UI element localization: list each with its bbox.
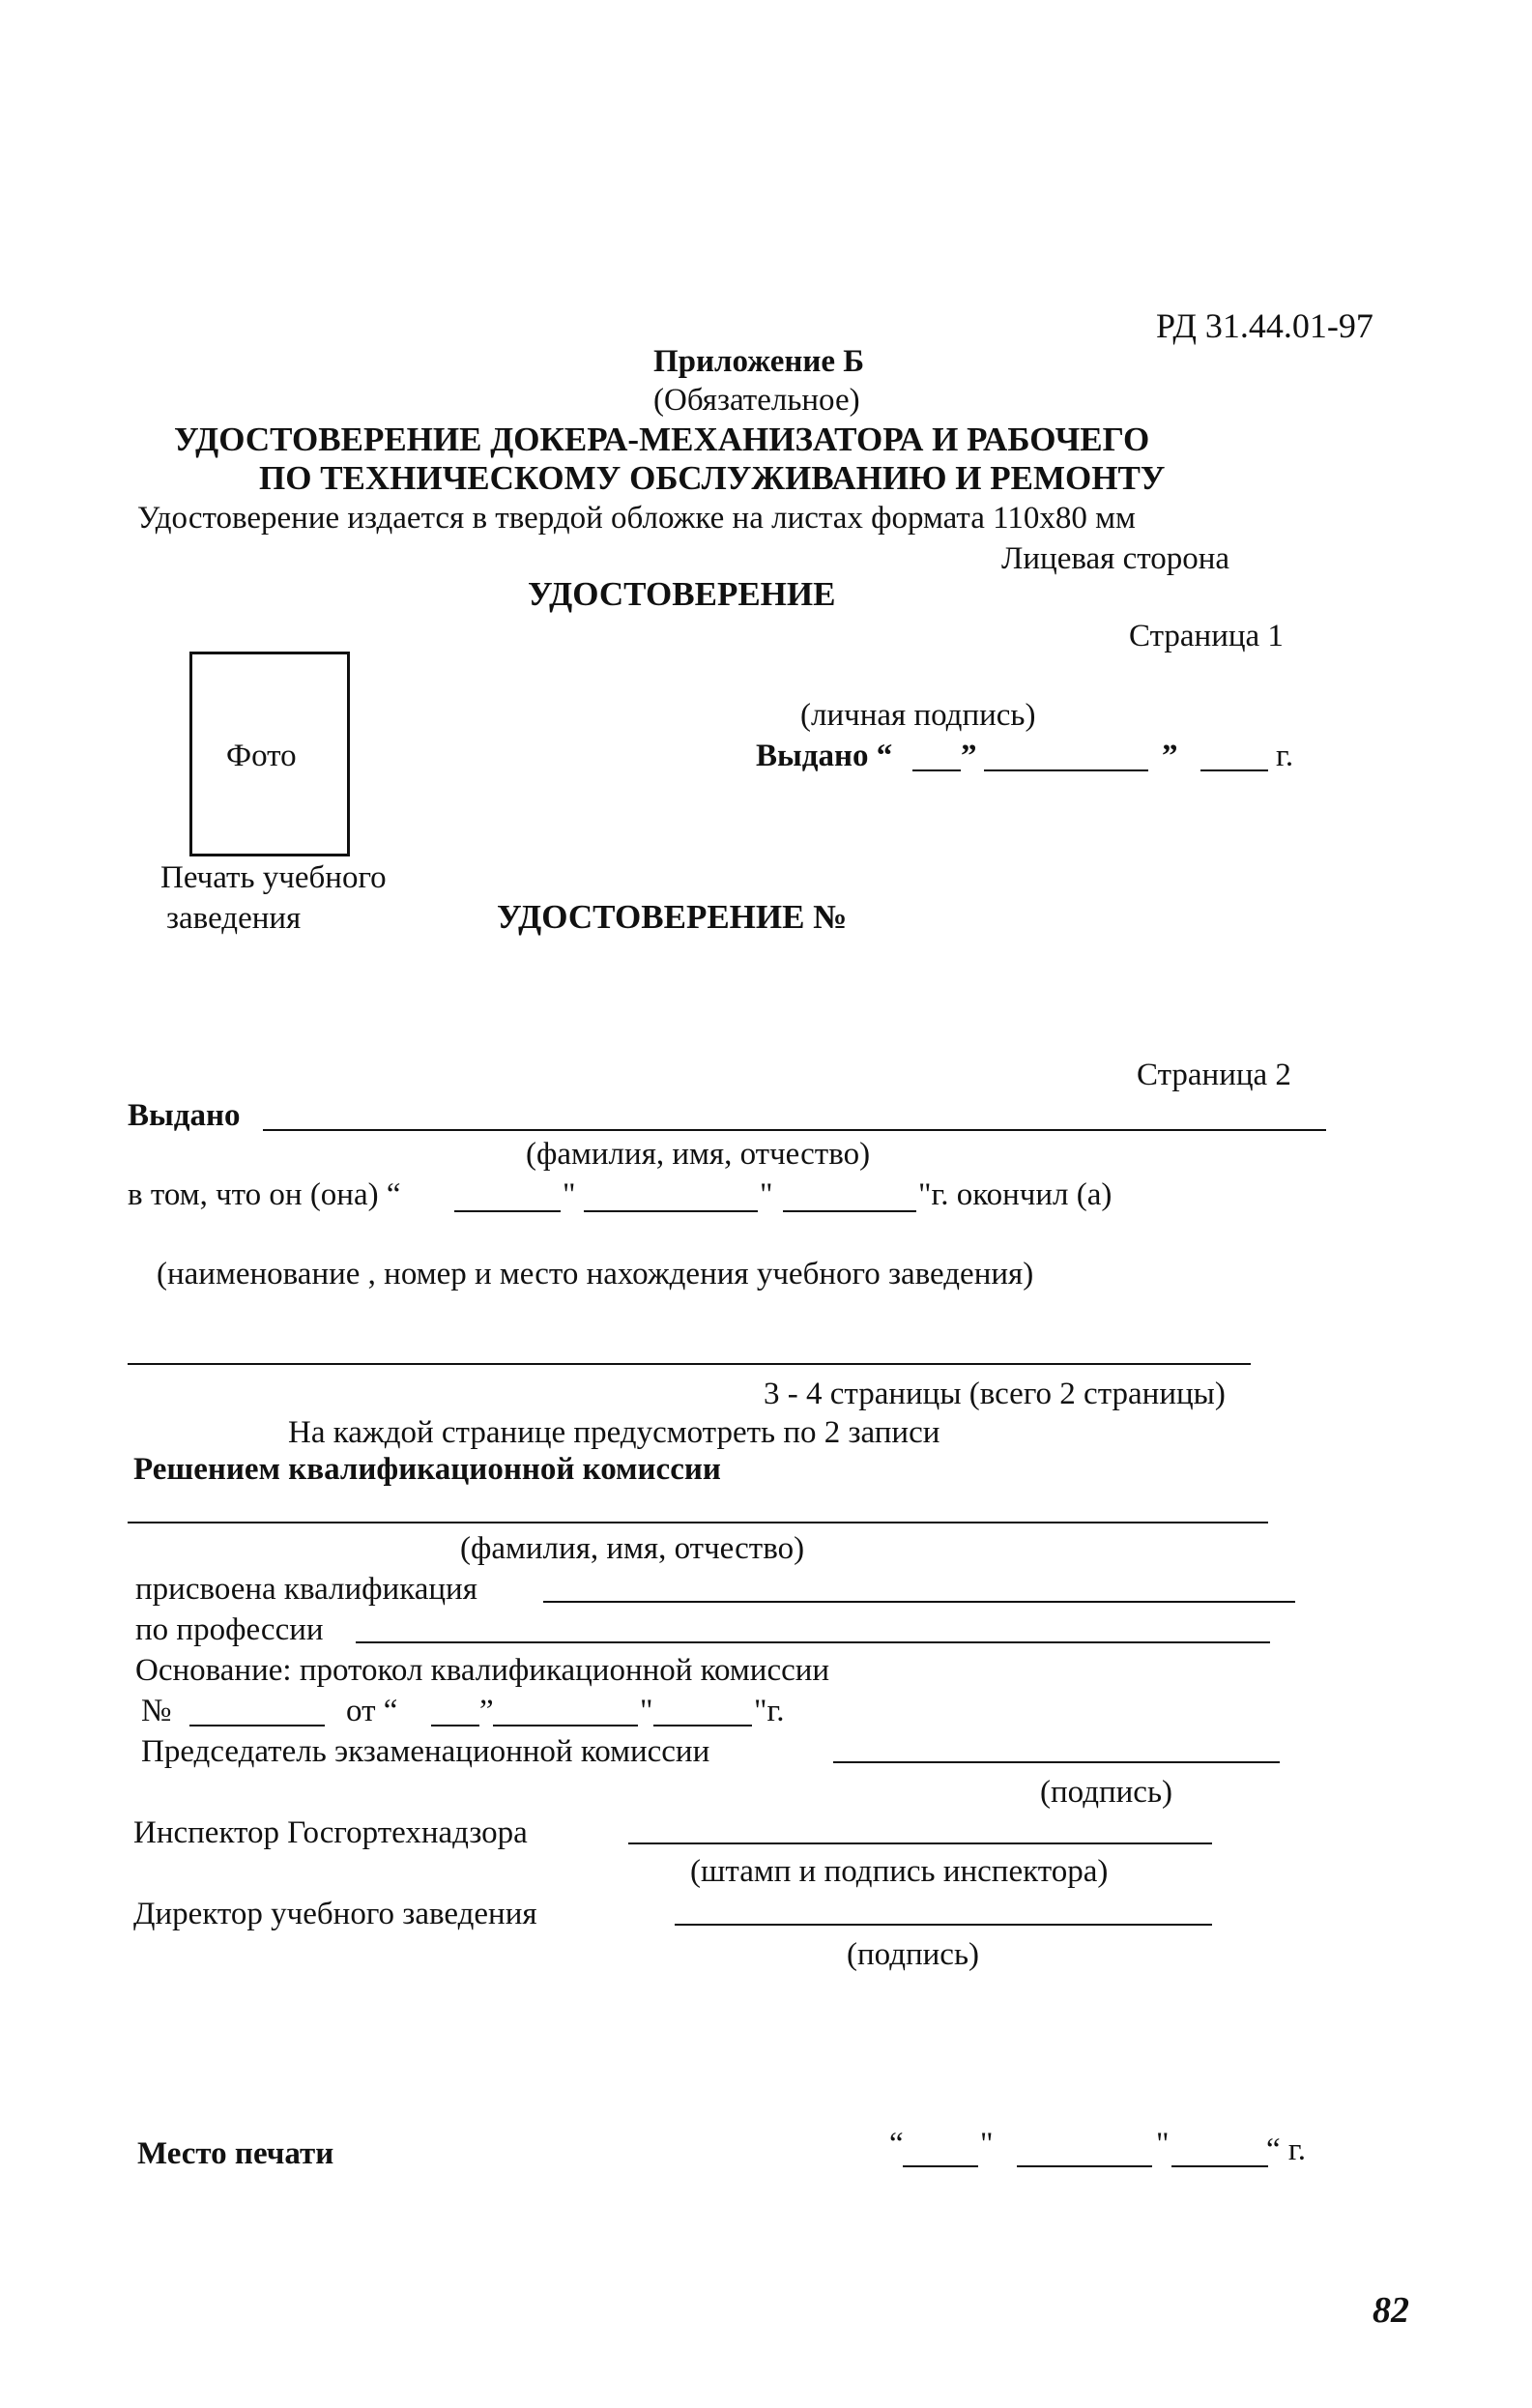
photo-label: Фото (226, 739, 297, 773)
personal-signature-caption: (личная подпись) (800, 698, 1036, 733)
records-note: На каждой странице предусмотреть по 2 записи (288, 1415, 940, 1450)
chairman-label: Председатель экзаменационной комиссии (141, 1734, 710, 1769)
document-code: РД 31.44.01-97 (1156, 306, 1373, 345)
page34-fio-caption: (фамилия, имя, отчество) (460, 1531, 805, 1566)
issued-date-prefix: Выдано “ (756, 739, 893, 773)
director-signature-caption: (подпись) (847, 1937, 979, 1972)
page-number: 82 (1373, 2290, 1409, 2331)
commission-decision: Решением квалификационной комиссии (133, 1452, 721, 1487)
page2-label: Страница 2 (1137, 1058, 1291, 1092)
page2-issued-label: Выдано (128, 1098, 241, 1133)
profession-field[interactable] (356, 1641, 1270, 1643)
qualification-label: присвоена квалификация (135, 1572, 477, 1607)
graduated-suffix: "г. окончил (а) (918, 1177, 1113, 1212)
school-caption: (наименование , номер и место нахождения учебного заведения) (157, 1257, 1034, 1291)
final-month-field[interactable] (1017, 2165, 1152, 2167)
protocol-basis: Основание: протокол квалификационной комиссии (135, 1653, 830, 1688)
director-label: Директор учебного заведения (133, 1897, 537, 1931)
director-signature-field[interactable] (675, 1924, 1212, 1926)
final-year-field[interactable] (1171, 2165, 1268, 2167)
certificate-title-line2: ПО ТЕХНИЧЕСКОМУ ОБСЛУЖИВАНИЮ И РЕМОНТУ (259, 459, 1166, 497)
issued-year-field[interactable] (1200, 769, 1268, 771)
front-side-label: Лицевая сторона (1001, 541, 1230, 576)
protocol-quote2: " (640, 1694, 653, 1728)
page34-label: 3 - 4 страницы (всего 2 страницы) (764, 1377, 1226, 1411)
final-date-quote3: " (1156, 2127, 1170, 2161)
appendix-label: Приложение Б (653, 344, 865, 379)
page1-heading: УДОСТОВЕРЕНИЕ (528, 575, 836, 613)
protocol-day-field[interactable] (431, 1725, 479, 1726)
school-field[interactable] (128, 1363, 1251, 1365)
profession-label: по профессии (135, 1612, 324, 1647)
page2-fio-caption: (фамилия, имя, отчество) (526, 1137, 871, 1172)
inspector-caption: (штамп и подпись инспектора) (690, 1854, 1109, 1889)
final-date-quote2: " (980, 2127, 994, 2161)
issued-day-field[interactable] (912, 769, 961, 771)
issued-year-suffix: г. (1276, 739, 1294, 773)
graduated-quote2: " (760, 1177, 773, 1212)
protocol-number-label: № (141, 1694, 172, 1728)
certificate-title-line1: УДОСТОВЕРЕНИЕ ДОКЕРА-МЕХАНИЗАТОРА И РАБОЧЕГО (174, 421, 1150, 458)
issued-date-quote: ” (961, 739, 977, 773)
protocol-number-field[interactable] (189, 1725, 325, 1726)
inspector-label: Инспектор Госгортехнадзора (133, 1815, 528, 1850)
issued-month-field[interactable] (984, 769, 1148, 771)
seal-place-label: Место печати (137, 2136, 334, 2171)
chairman-signature-field[interactable] (833, 1761, 1280, 1763)
seal-label-line1: Печать учебного (160, 860, 387, 895)
graduated-prefix: в том, что он (она) “ (128, 1177, 401, 1212)
graduated-year-field[interactable] (783, 1210, 916, 1212)
protocol-quote1: ” (479, 1694, 494, 1728)
mandatory-label: (Обязательное) (653, 383, 860, 418)
protocol-year-field[interactable] (653, 1725, 752, 1726)
protocol-month-field[interactable] (493, 1725, 638, 1726)
certificate-number-label: УДОСТОВЕРЕНИЕ № (497, 898, 848, 936)
page1-label: Страница 1 (1129, 619, 1284, 653)
seal-label-line2: заведения (166, 901, 302, 936)
protocol-year-suffix: "г. (754, 1694, 785, 1728)
protocol-from-label: от “ (346, 1694, 398, 1728)
graduated-month-field[interactable] (584, 1210, 758, 1212)
final-day-field[interactable] (903, 2165, 978, 2167)
final-date-quote1: “ (889, 2127, 904, 2161)
issued-date-quote2: ” (1162, 739, 1178, 773)
graduated-day-field[interactable] (454, 1210, 561, 1212)
page34-fio-field[interactable] (128, 1522, 1268, 1523)
page2-fio-field[interactable] (263, 1129, 1326, 1131)
inspector-signature-field[interactable] (628, 1842, 1212, 1844)
format-note: Удостоверение издается в твердой обложке на листах формата 110х80 мм (137, 501, 1136, 536)
qualification-field[interactable] (543, 1601, 1295, 1603)
graduated-quote1: " (563, 1177, 576, 1212)
final-date-suffix: “ г. (1266, 2132, 1306, 2167)
chairman-signature-caption: (подпись) (1040, 1775, 1172, 1810)
